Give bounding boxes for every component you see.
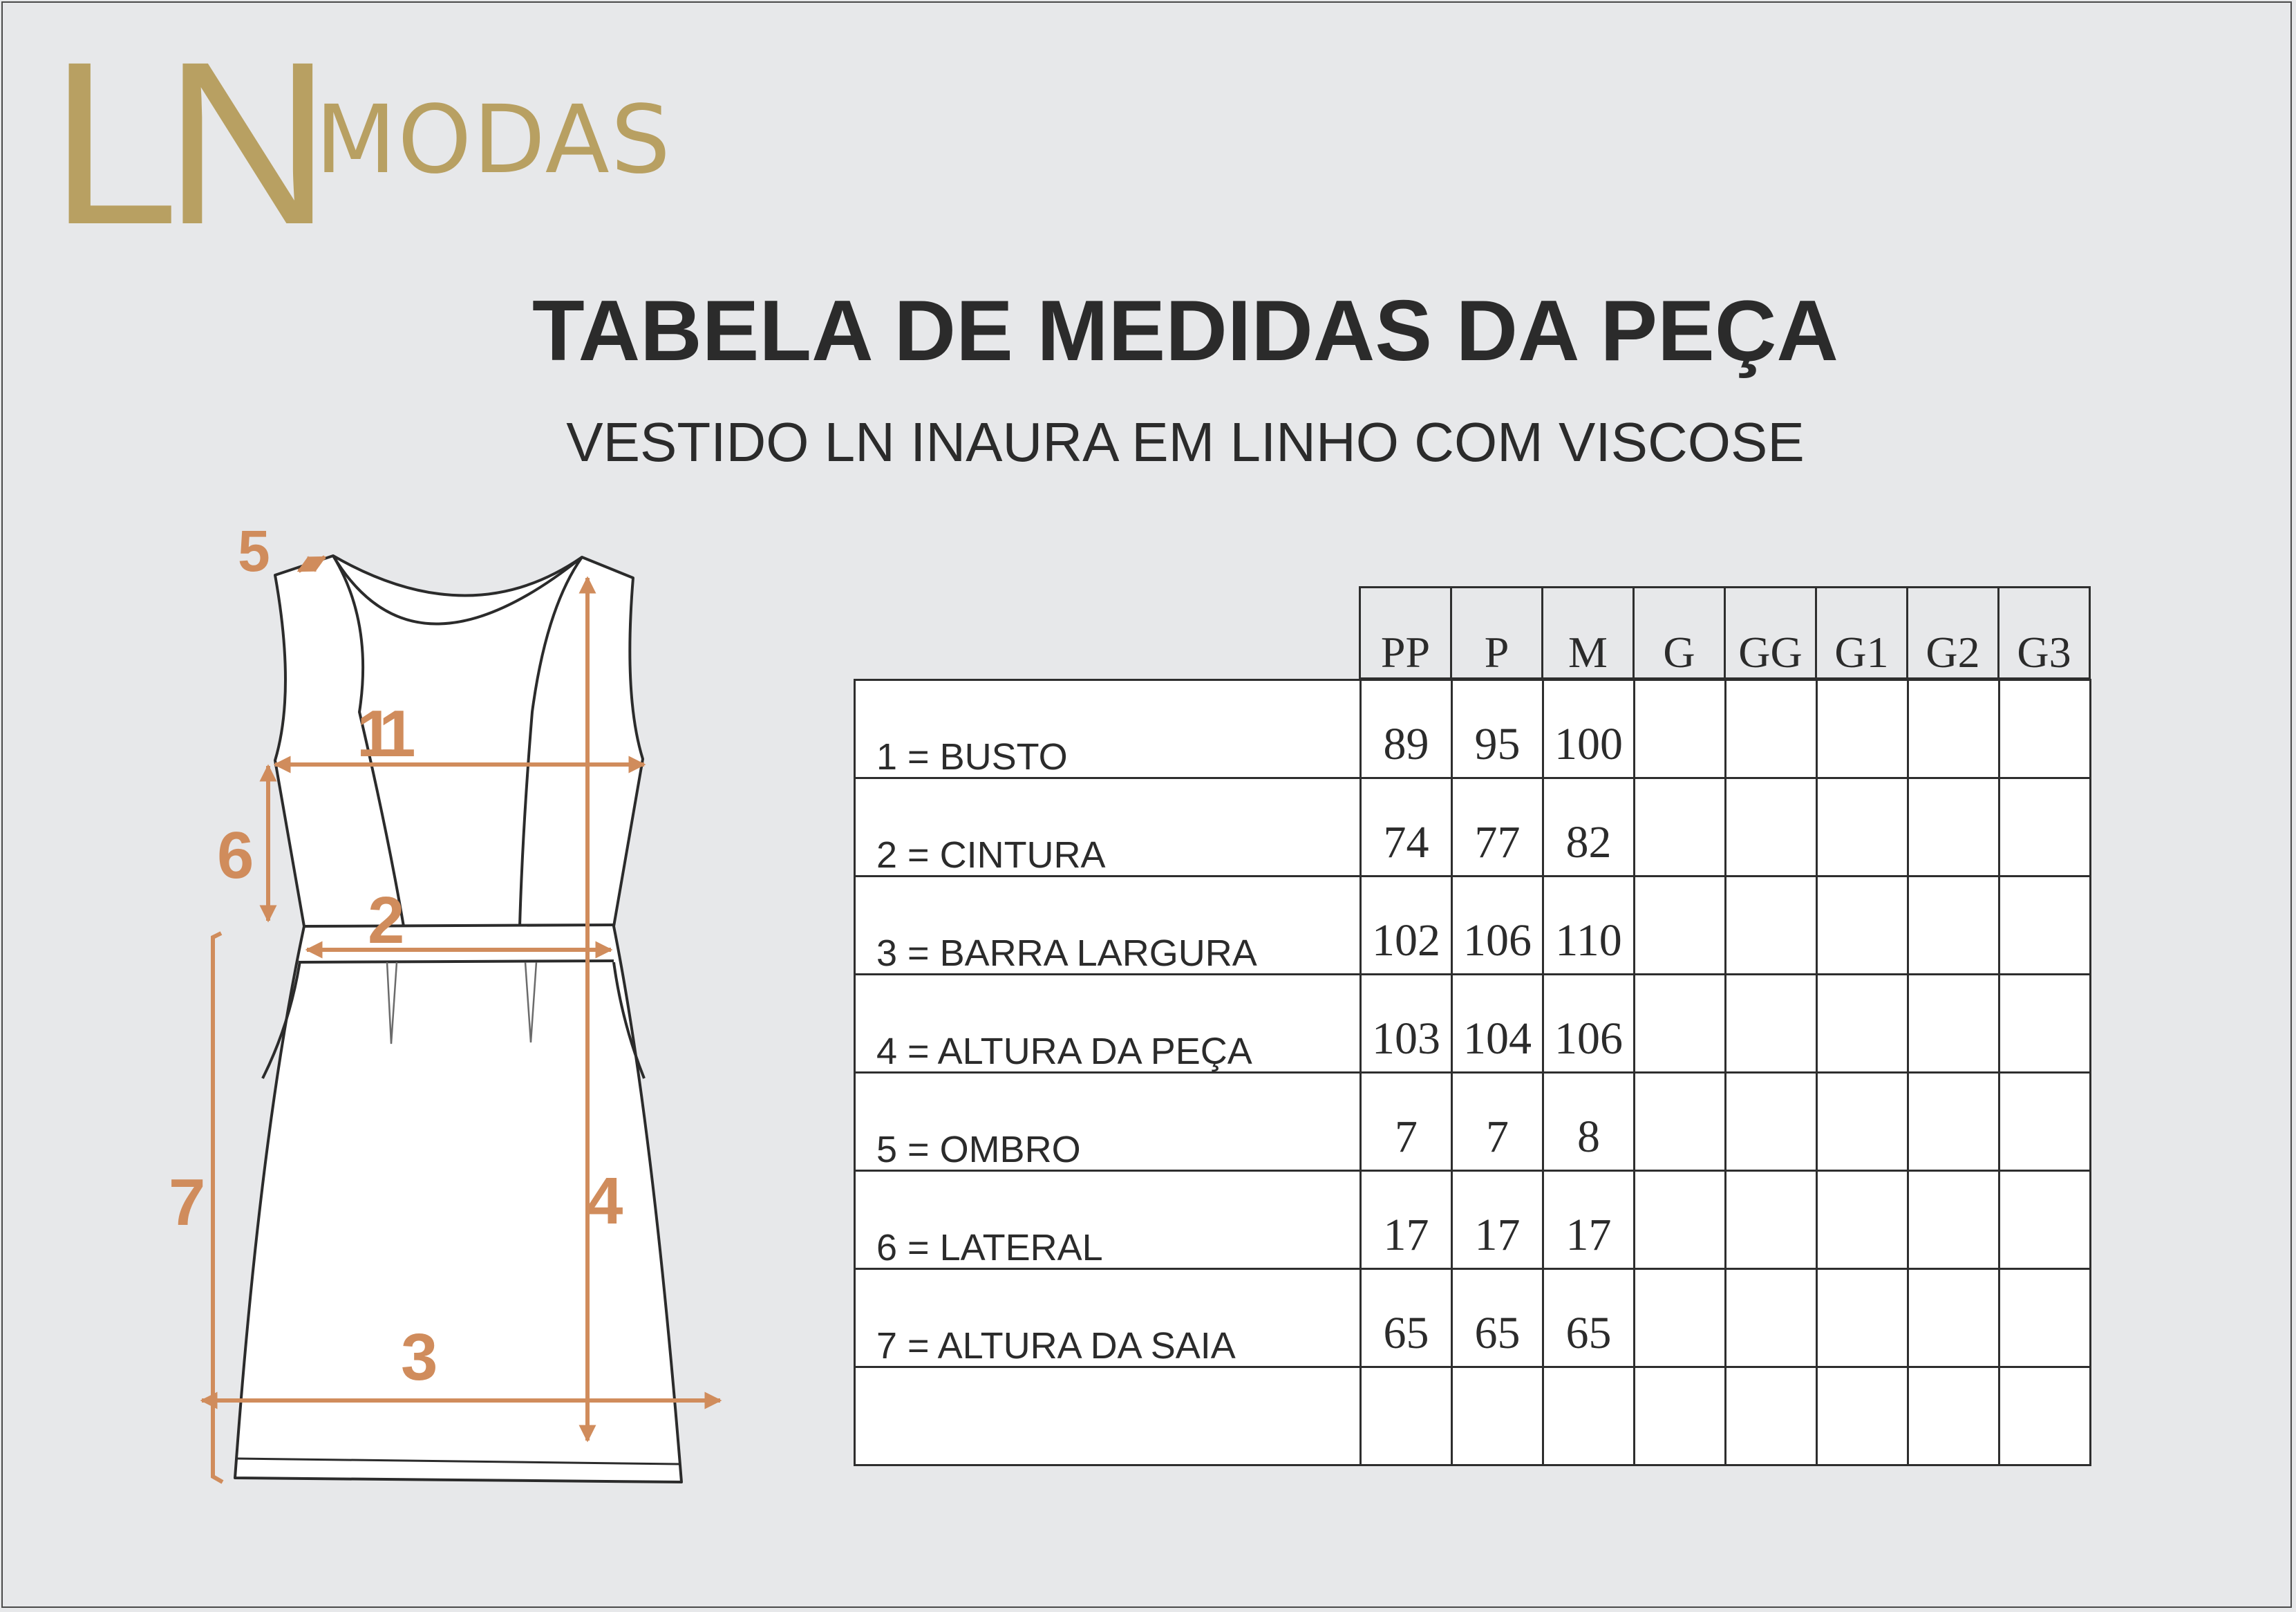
cell-value (1908, 975, 1999, 1073)
row-label: 7 = ALTURA DA SAIA (855, 1269, 1361, 1367)
cell-value (1726, 680, 1817, 778)
cell-value: 106 (1543, 975, 1635, 1073)
cell-value (1635, 975, 1726, 1073)
label-side: 6 (217, 818, 254, 892)
table-row (855, 778, 2091, 877)
page-title: TABELA DE MEDIDAS DA PEÇA (532, 283, 1838, 379)
logo-wordmark: MODAS (315, 86, 672, 195)
cell-value (1635, 877, 1726, 975)
size-col-pp: PP (1360, 588, 1451, 679)
cell-value: 103 (1361, 975, 1452, 1073)
cell-value (1635, 1269, 1726, 1367)
cell-value (1908, 778, 1999, 877)
cell-value (1635, 778, 1726, 877)
table-row (855, 877, 2091, 975)
label-hem-width: 3 (401, 1320, 438, 1394)
cell-value: 100 (1543, 680, 1635, 778)
cell-value (1635, 1171, 1726, 1269)
cell-value (1817, 1171, 1908, 1269)
cell-value (1817, 778, 1908, 877)
cell-value (1908, 1171, 1999, 1269)
size-header (1359, 586, 2091, 680)
cell-value (1635, 1367, 1726, 1465)
cell-value (1999, 680, 2091, 778)
cell-value (1726, 1171, 1817, 1269)
cell-value (1726, 975, 1817, 1073)
row-label (855, 1367, 1361, 1465)
size-col-p: P (1451, 588, 1543, 679)
cell-value: 65 (1543, 1269, 1635, 1367)
cell-value (1817, 1367, 1908, 1465)
cell-value (1817, 1073, 1908, 1171)
cell-value (1999, 1269, 2091, 1367)
label-skirt-length: 7 (169, 1165, 206, 1239)
cell-value (1726, 778, 1817, 877)
table-row (855, 680, 2091, 778)
cell-value: 7 (1452, 1073, 1543, 1171)
cell-value (1452, 1367, 1543, 1465)
cell-value: 17 (1452, 1171, 1543, 1269)
cell-value: 110 (1543, 877, 1635, 975)
cell-value (1726, 1073, 1817, 1171)
cell-value (1635, 1073, 1726, 1171)
cell-value: 17 (1543, 1171, 1635, 1269)
cell-value: 104 (1452, 975, 1543, 1073)
size-col-g: G (1634, 588, 1725, 679)
cell-value: 17 (1361, 1171, 1452, 1269)
cell-value (1726, 1269, 1817, 1367)
row-label: 4 = ALTURA DA PEÇA (855, 975, 1361, 1073)
size-col-g2: G2 (1908, 588, 1999, 679)
table-row (855, 975, 2091, 1073)
cell-value (1817, 1269, 1908, 1367)
cell-value: 65 (1452, 1269, 1543, 1367)
cell-value: 102 (1361, 877, 1452, 975)
size-col-g3: G3 (1999, 588, 2090, 679)
cell-value (1999, 778, 2091, 877)
cell-value (1999, 1171, 2091, 1269)
cell-value (1999, 975, 2091, 1073)
cell-value (1908, 1073, 1999, 1171)
product-subtitle: VESTIDO LN INAURA EM LINHO COM VISCOSE (566, 411, 1805, 473)
dress-outline (235, 556, 681, 1482)
size-col-g1: G1 (1816, 588, 1908, 679)
cell-value (1726, 877, 1817, 975)
measurement-table (854, 679, 2091, 1466)
row-label: 2 = CINTURA (855, 778, 1361, 877)
logo-initials: LN (50, 14, 317, 273)
cell-value (1999, 877, 2091, 975)
cell-value: 7 (1361, 1073, 1452, 1171)
size-col-gg: GG (1725, 588, 1816, 679)
row-label: 5 = OMBRO (855, 1073, 1361, 1171)
row-label: 1 = BUSTO (855, 680, 1361, 778)
label-bust: 11 (357, 697, 405, 771)
cell-value: 106 (1452, 877, 1543, 975)
cell-value (1908, 680, 1999, 778)
table-row (855, 1367, 2091, 1465)
cell-value (1361, 1367, 1452, 1465)
cell-value (1726, 1367, 1817, 1465)
cell-value: 82 (1543, 778, 1635, 877)
label-shoulder: 5 (238, 518, 270, 583)
cell-value (1908, 1367, 1999, 1465)
size-col-m: M (1543, 588, 1634, 679)
cell-value (1817, 680, 1908, 778)
table-row (855, 1269, 2091, 1367)
cell-value: 95 (1452, 680, 1543, 778)
cell-value: 65 (1361, 1269, 1452, 1367)
cell-value (1999, 1367, 2091, 1465)
cell-value (1817, 877, 1908, 975)
cell-value (1908, 877, 1999, 975)
cell-value (1817, 975, 1908, 1073)
cell-value: 89 (1361, 680, 1452, 778)
label-waist: 2 (368, 883, 405, 957)
table-row (855, 1171, 2091, 1269)
table-row (855, 1073, 2091, 1171)
cell-value (1635, 680, 1726, 778)
cell-value: 77 (1452, 778, 1543, 877)
row-label: 3 = BARRA LARGURA (855, 877, 1361, 975)
label-total-length: 4 (586, 1164, 623, 1238)
cell-value: 8 (1543, 1073, 1635, 1171)
cell-value: 74 (1361, 778, 1452, 877)
cell-value (1999, 1073, 2091, 1171)
cell-value (1908, 1269, 1999, 1367)
row-label: 6 = LATERAL (855, 1171, 1361, 1269)
cell-value (1543, 1367, 1635, 1465)
